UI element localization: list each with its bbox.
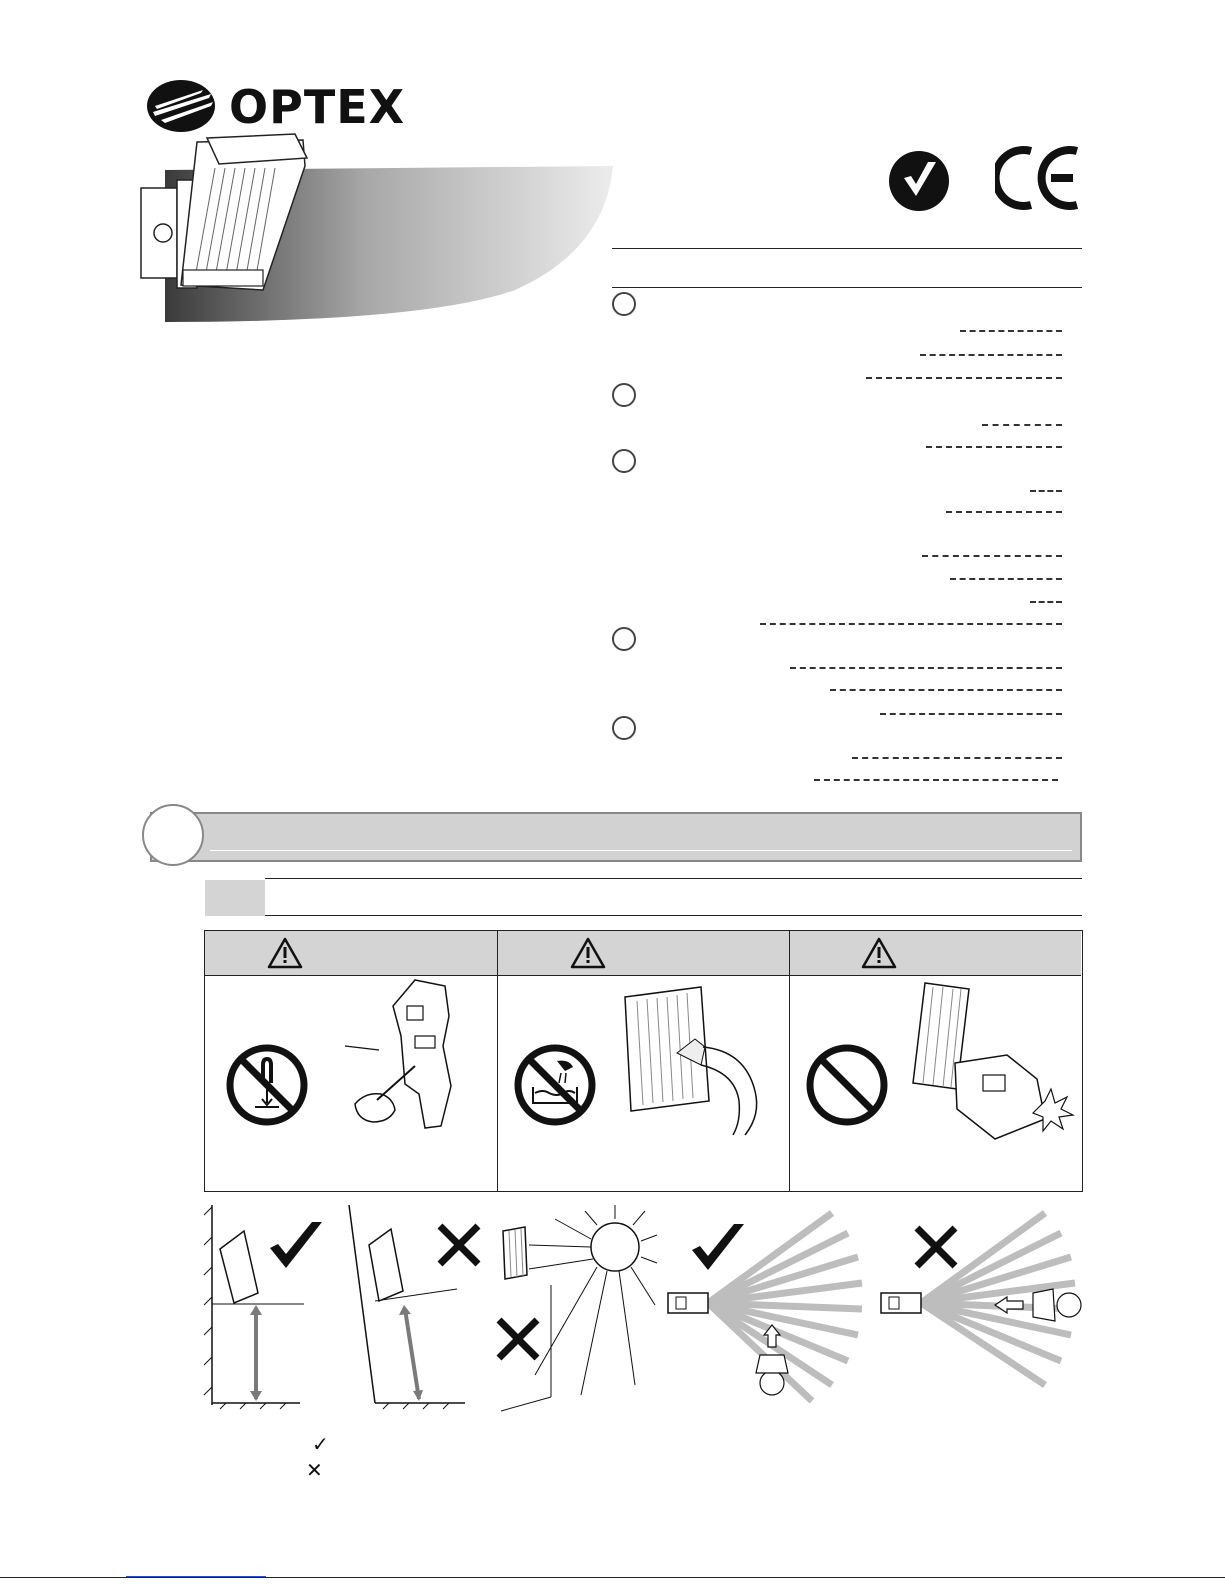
panel-divider [497, 931, 498, 1191]
check-mark-icon [268, 1218, 324, 1272]
cross-mark-icon [913, 1224, 959, 1270]
optex-wordmark: OPTEX [229, 80, 406, 134]
section-band-inner-rule [210, 850, 1072, 851]
warning-header-row [205, 931, 1081, 976]
no-water-icon [513, 1043, 597, 1127]
toc-section-marker [612, 627, 636, 651]
check-mark-icon [690, 1220, 746, 1274]
toc-leader [1030, 490, 1062, 492]
water-spray-illustration [605, 981, 785, 1141]
prohibited-icon [805, 1043, 889, 1127]
ce-icon [995, 145, 1085, 211]
optex-logo [145, 78, 415, 134]
direct-sunlight-incorrect-illustration [495, 1205, 665, 1415]
subsection-tab [205, 880, 265, 916]
no-disassembly-icon [225, 1043, 309, 1127]
warning-panels [204, 930, 1083, 1192]
toc-leader [866, 377, 1062, 379]
detection-direction-incorrect-illustration [875, 1205, 1085, 1405]
section-band [150, 812, 1082, 862]
toc-leader [982, 424, 1062, 426]
toc-top-rule [612, 248, 1082, 249]
toc-section-marker [612, 449, 636, 473]
warning-triangle-icon [861, 937, 897, 969]
toc-leader [760, 623, 1062, 625]
toc-leader [920, 354, 1062, 356]
warning-triangle-icon [267, 937, 303, 969]
footer-link-underline[interactable] [126, 1576, 266, 1577]
toc-section-marker [612, 383, 636, 407]
toc-leader [814, 779, 1058, 781]
subsection-top-rule [265, 878, 1082, 879]
toc-section-marker [612, 292, 636, 316]
legend-check-symbol: ✓ [312, 1434, 329, 1456]
toc-leader [960, 330, 1062, 332]
c-tick-icon [888, 150, 950, 212]
toc-leader [880, 713, 1062, 715]
toc-leader [1030, 601, 1062, 603]
toc-leader [950, 578, 1062, 580]
toc-header-rule [612, 287, 1082, 288]
toc-leader [922, 555, 1062, 557]
c-tick-mark [888, 150, 950, 212]
panel-divider [789, 931, 790, 1191]
cross-mark-icon [495, 1316, 541, 1362]
footer-rule [0, 1577, 1225, 1578]
ce-mark [995, 145, 1085, 211]
toc-leader [830, 689, 1062, 691]
disassembly-illustration [345, 976, 475, 1136]
subsection-bottom-rule [265, 915, 1082, 916]
warning-triangle-icon [570, 937, 606, 969]
toc-leader [852, 757, 1062, 759]
toc-leader [946, 511, 1062, 513]
cross-mark-icon [436, 1222, 482, 1268]
toc-leader [926, 446, 1062, 448]
legend-cross-symbol: ✕ [306, 1460, 323, 1482]
section-number-circle [142, 804, 204, 866]
toc-leader [790, 667, 1062, 669]
impact-illustration [895, 979, 1080, 1149]
toc-section-marker [612, 716, 636, 740]
hero-product-illustration [135, 130, 620, 325]
